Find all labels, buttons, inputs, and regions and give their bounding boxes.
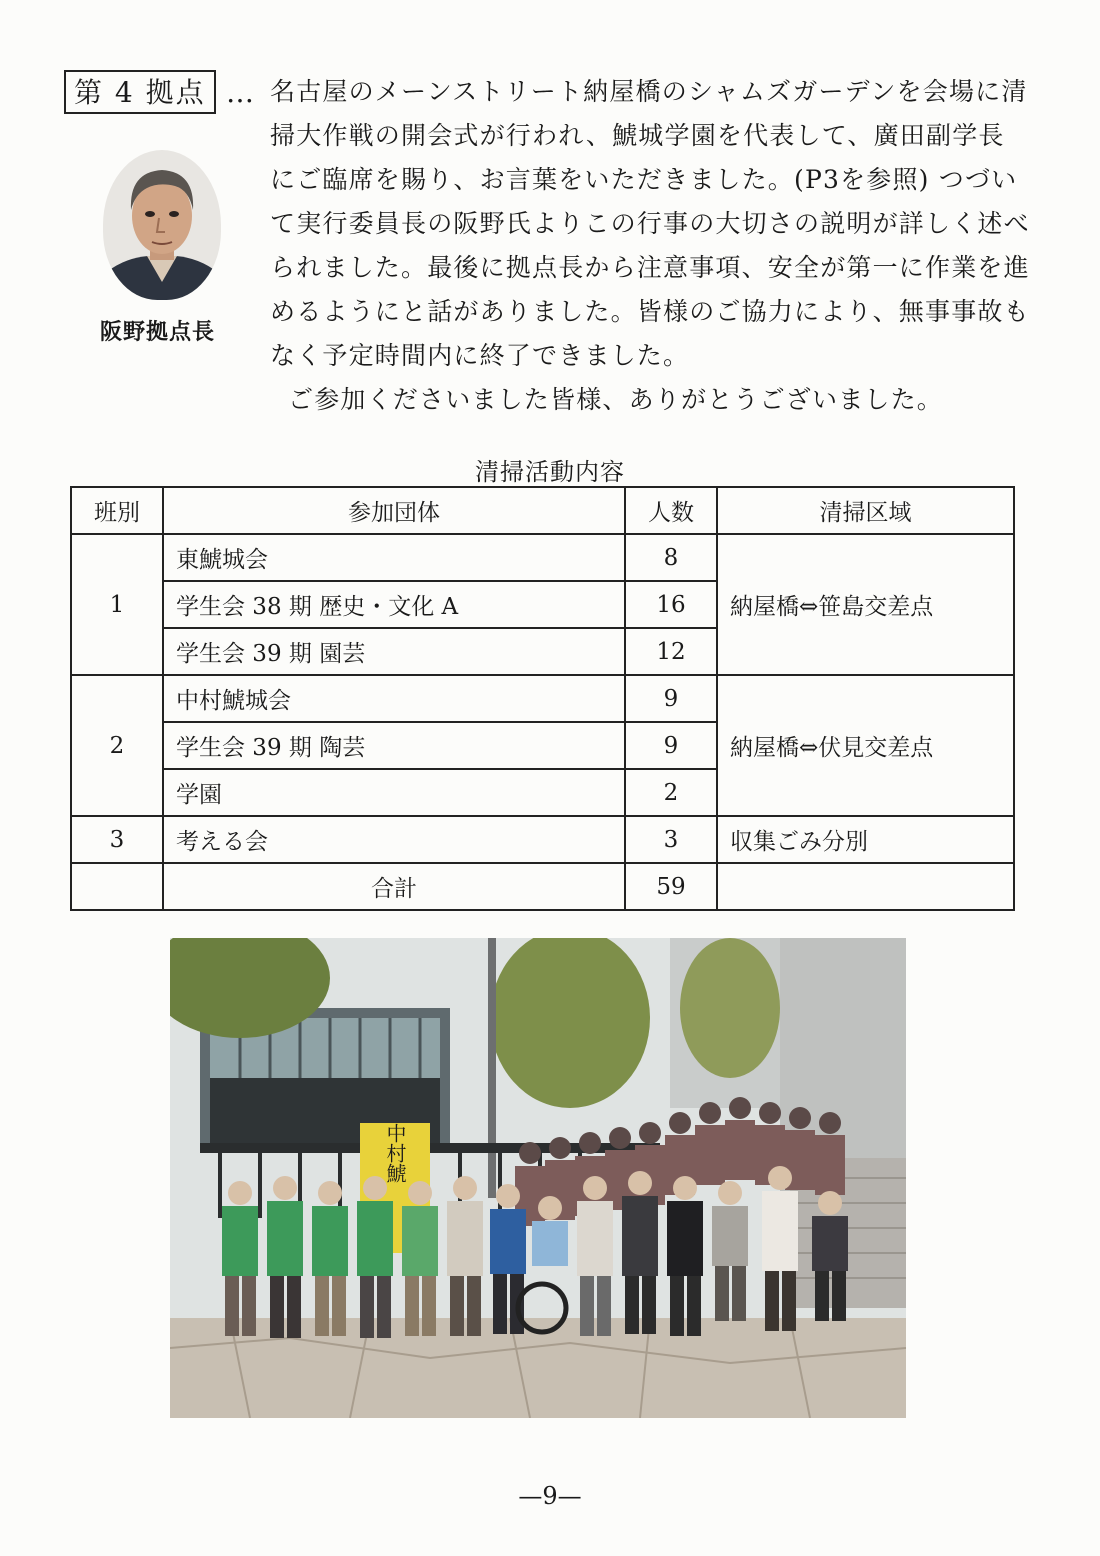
num-cell: 16 <box>625 581 717 628</box>
ellipsis: … <box>226 76 254 109</box>
org-cell: 学生会 39 期 陶芸 <box>163 722 625 769</box>
group-han: 2 <box>71 675 163 816</box>
area-cell: 納屋橋⇔笹島交差点 <box>717 534 1014 675</box>
total-label: 合計 <box>163 863 625 910</box>
group-han: 1 <box>71 534 163 675</box>
num-cell: 3 <box>625 816 717 863</box>
table-row <box>71 534 1014 581</box>
total-empty-cell <box>71 863 163 910</box>
group-han: 3 <box>71 816 163 863</box>
table-row <box>71 675 1014 722</box>
report-body <box>270 70 1030 422</box>
header-org: 参加団体 <box>163 487 625 534</box>
page-number: —9— <box>518 1482 582 1510</box>
header-area: 清掃区域 <box>717 487 1014 534</box>
area-cell: 収集ごみ分別 <box>717 816 1014 863</box>
thanks-line: ご参加くださいました皆様、ありがとうございました。 <box>288 385 944 414</box>
num-cell: 12 <box>625 628 717 675</box>
num-cell: 9 <box>625 722 717 769</box>
num-cell: 8 <box>625 534 717 581</box>
table-header-row <box>71 487 1014 534</box>
cleanup-activity-table <box>70 486 1015 911</box>
leader-portrait <box>103 150 221 300</box>
total-area-empty <box>717 863 1014 910</box>
header-han: 班別 <box>71 487 163 534</box>
org-cell: 学生会 38 期 歴史・文化 A <box>163 581 625 628</box>
section-label: 第 4 拠点 <box>64 70 216 114</box>
org-cell: 中村鯱城会 <box>163 675 625 722</box>
org-cell: 学園 <box>163 769 625 816</box>
num-cell: 9 <box>625 675 717 722</box>
org-cell: 考える会 <box>163 816 625 863</box>
org-cell: 東鯱城会 <box>163 534 625 581</box>
banner-text: 中村鯱 <box>383 1123 407 1183</box>
area-cell: 納屋橋⇔伏見交差点 <box>717 675 1014 816</box>
total-row <box>71 863 1014 910</box>
leader-caption: 阪野拠点長 <box>100 319 216 345</box>
num-cell: 2 <box>625 769 717 816</box>
table-row <box>71 816 1014 863</box>
table-title: 清掃活動内容 <box>475 458 625 486</box>
org-cell: 学生会 39 期 園芸 <box>163 628 625 675</box>
report-paragraph: 名古屋のメーンストリート納屋橋のシャムズガーデンを会場に清掃大作戦の開会式が行われ、鯱城学園を代表して、廣田副学長にご臨席を賜り、お言葉をいただきました。(P3を参照) つづいて実行委員長の阪野氏よりこの行事の大切さの説明が詳しく述べられました。最後に拠点長から注意事項、安全が第一に作業を進めるようにと話がありました。皆様のご協力により、無事事故もなく予定時間内に終了できました。 <box>270 77 1030 370</box>
group-photo <box>170 938 906 1418</box>
total-num: 59 <box>625 863 717 910</box>
header-num: 人数 <box>625 487 717 534</box>
